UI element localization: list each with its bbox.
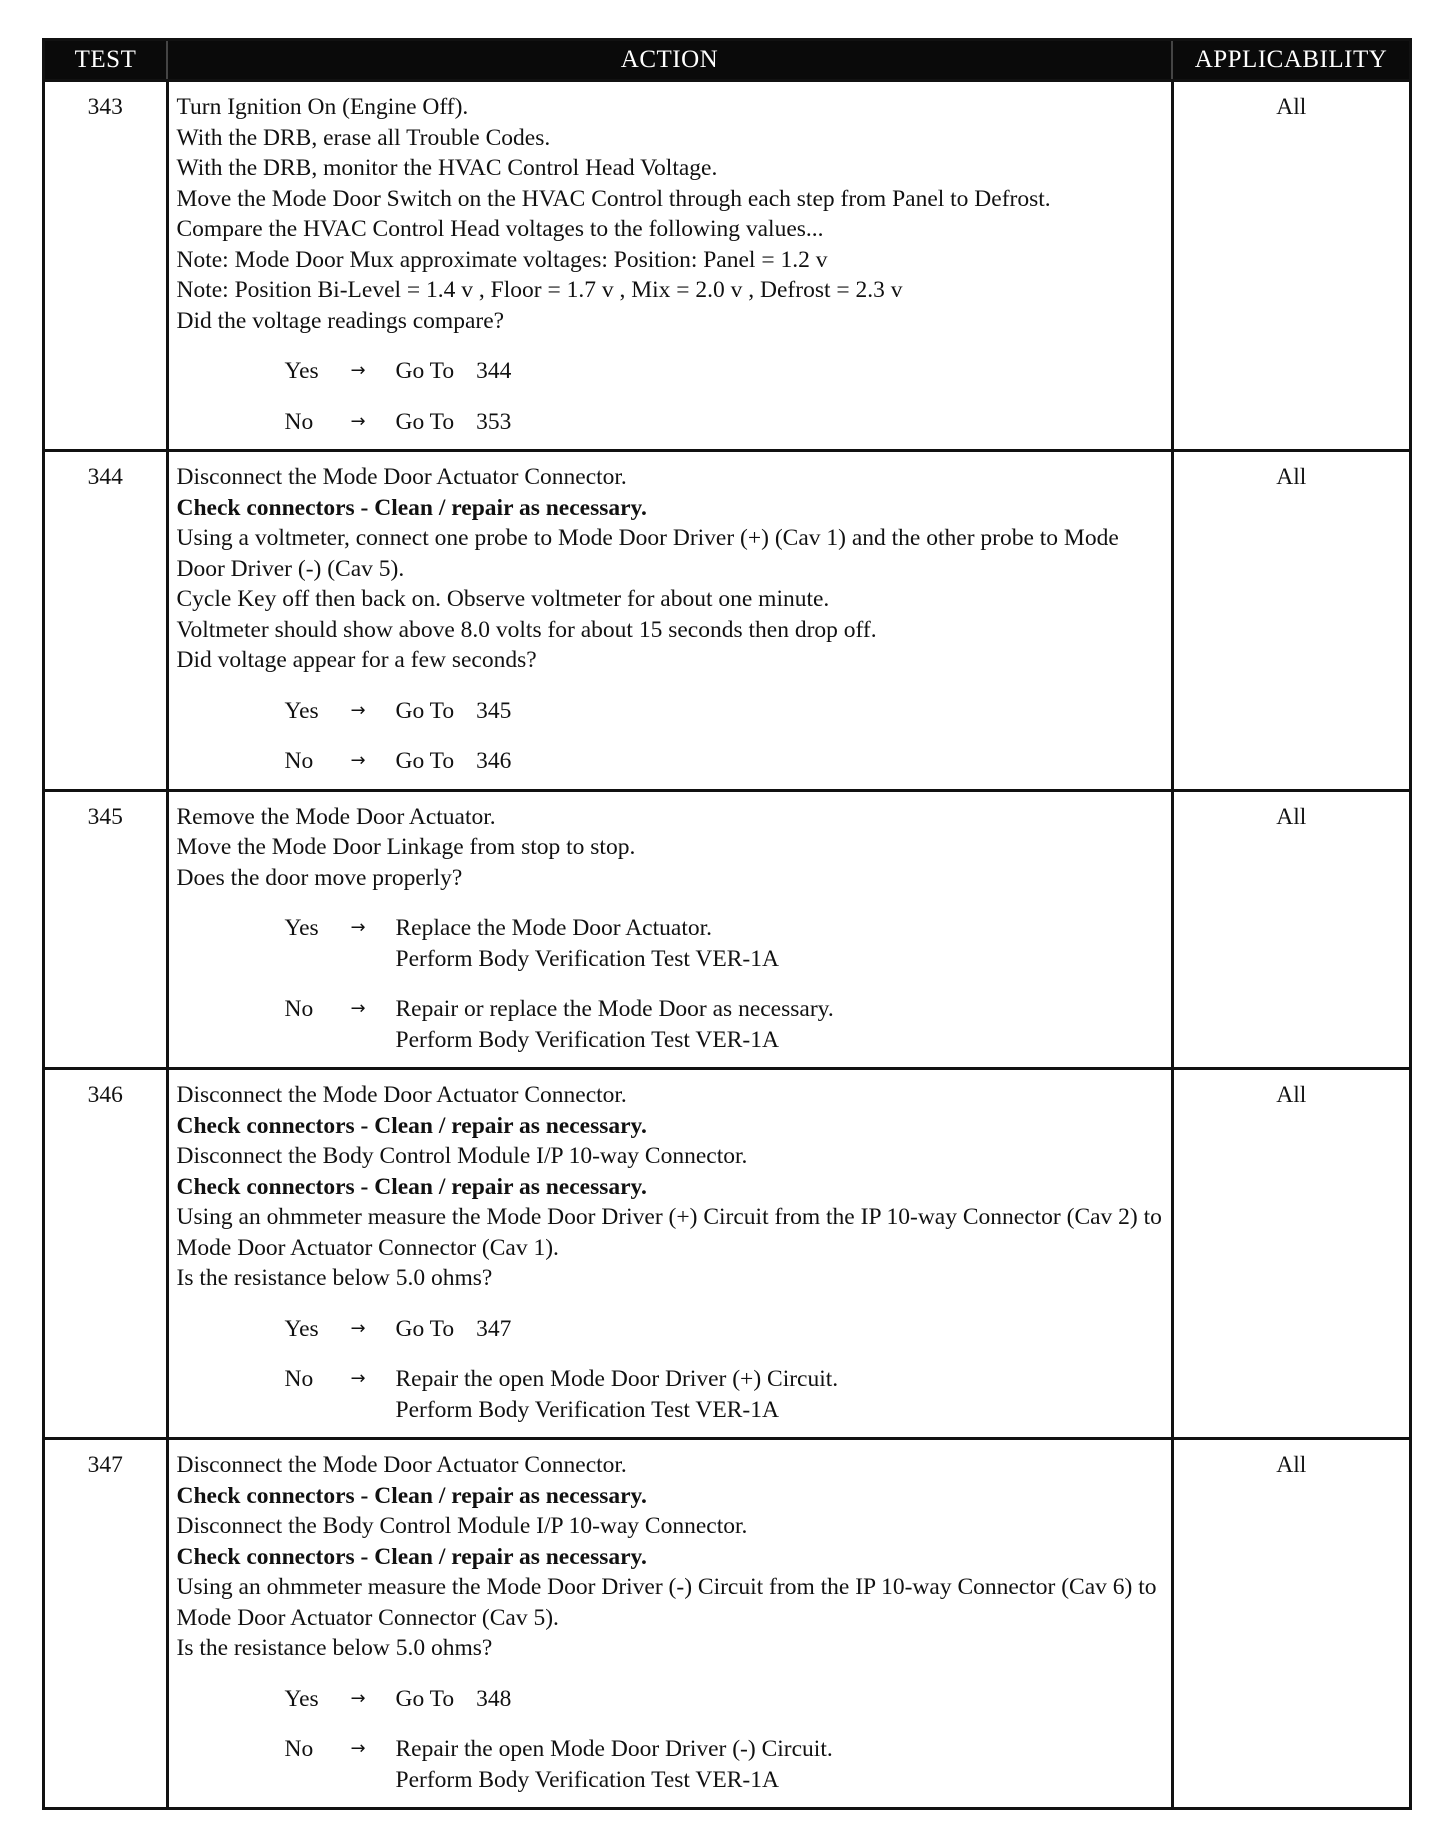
- arrow-right-icon: →: [350, 360, 366, 381]
- answer-label: No: [284, 996, 314, 1022]
- applicability-value: All: [1172, 451, 1409, 791]
- header-applicability: APPLICABILITY: [1172, 41, 1409, 81]
- action-cell: [167, 451, 1172, 791]
- header-action: ACTION: [167, 41, 1172, 81]
- arrow-right-icon: →: [350, 998, 366, 1019]
- test-number: 346: [45, 1069, 167, 1439]
- table-row: [45, 81, 1409, 451]
- applicability-value: All: [1172, 1069, 1409, 1439]
- test-number: 345: [45, 790, 167, 1069]
- action-step: Move the Mode Door Switch on the HVAC Control through each step from Panel to Defrost.: [176, 185, 1051, 212]
- arrow-right-icon: →: [350, 750, 366, 771]
- arrow-right-icon: →: [350, 1317, 366, 1339]
- result-branch-no: [285, 746, 1165, 777]
- action-step: Is the resistance below 5.0 ohms?: [176, 1265, 493, 1291]
- result-destination: [396, 1314, 1165, 1345]
- goto-label: Go To: [395, 408, 455, 435]
- table-header-row: [45, 41, 1409, 81]
- goto-test-link[interactable]: 345: [476, 697, 512, 724]
- answer-label: No: [284, 1736, 314, 1762]
- result-branch-yes: [285, 696, 1165, 727]
- action-step: Turn Ignition On (Engine Off).: [176, 94, 469, 120]
- action-cell: [167, 1439, 1172, 1808]
- goto-test-link[interactable]: 344: [476, 358, 512, 384]
- action-step: Disconnect the Mode Door Actuator Connector.: [176, 464, 627, 490]
- table-row: [45, 790, 1409, 1069]
- goto-test-link[interactable]: 348: [476, 1685, 512, 1712]
- test-number: 347: [45, 1439, 167, 1808]
- result-branches: [177, 1684, 1165, 1796]
- goto-label: Go To: [395, 1685, 455, 1712]
- result-branches: [177, 913, 1165, 1055]
- check-connectors-note: Check connectors - Clean / repair as necessary.: [176, 1543, 647, 1570]
- result-destination: [396, 1734, 1165, 1795]
- action-step: Disconnect the Body Control Module I/P 10-way Connector.: [176, 1143, 748, 1169]
- action-step: Remove the Mode Door Actuator.: [176, 803, 496, 830]
- action-step: With the DRB, monitor the HVAC Control Head Voltage.: [176, 155, 718, 181]
- action-step: Using a voltmeter, connect one probe to Mode Door Driver (+) (Cav 1) and the other probe to Mode Door Driver (-) (Cav 5).: [176, 525, 1119, 582]
- answer-label: Yes: [284, 1315, 319, 1342]
- table-row: [45, 1069, 1409, 1439]
- test-number: 343: [45, 81, 167, 451]
- action-step: Is the resistance below 5.0 ohms?: [176, 1635, 493, 1661]
- result-destination: [396, 356, 1165, 387]
- result-branches: [177, 356, 1165, 437]
- result-destination: [396, 696, 1165, 727]
- result-destination: [396, 407, 1165, 438]
- table-row: [45, 451, 1409, 791]
- table-body: [45, 81, 1409, 1808]
- action-step: Compare the HVAC Control Head voltages to the following values...: [176, 216, 824, 242]
- arrow-right-icon: →: [350, 917, 366, 938]
- arrow-right-icon: →: [350, 410, 366, 432]
- test-number: 344: [45, 451, 167, 791]
- header-test: TEST: [45, 41, 167, 81]
- action-step: Disconnect the Mode Door Actuator Connector.: [176, 1082, 627, 1108]
- result-action-line: Repair the open Mode Door Driver (+) Circuit.: [395, 1366, 839, 1392]
- procedure-table: [45, 41, 1409, 1807]
- result-branches: [177, 1314, 1165, 1426]
- applicability-value: All: [1172, 1439, 1409, 1808]
- action-step: Note: Mode Door Mux approximate voltages: Position: Panel = 1.2 v: [176, 246, 828, 273]
- result-destination: [396, 1364, 1165, 1425]
- action-step: Cycle Key off then back on. Observe voltmeter for about one minute.: [176, 586, 830, 612]
- result-branches: [177, 696, 1165, 777]
- result-destination: [396, 746, 1165, 777]
- action-step: Does the door move properly?: [176, 864, 463, 891]
- answer-label: Yes: [284, 358, 319, 384]
- answer-label: No: [284, 748, 314, 774]
- result-branch-yes: [285, 1684, 1165, 1715]
- check-connectors-note: Check connectors - Clean / repair as necessary.: [176, 1173, 647, 1200]
- action-cell: [167, 1069, 1172, 1439]
- action-step: Move the Mode Door Linkage from stop to stop.: [176, 834, 636, 860]
- result-action-line: Perform Body Verification Test VER-1A: [395, 1396, 779, 1423]
- action-step: Disconnect the Mode Door Actuator Connector.: [176, 1452, 627, 1478]
- goto-label: Go To: [395, 697, 455, 724]
- answer-label: Yes: [284, 1685, 319, 1712]
- answer-label: Yes: [284, 697, 319, 724]
- result-action-line: Perform Body Verification Test VER-1A: [395, 945, 779, 972]
- goto-label: Go To: [395, 358, 455, 384]
- answer-label: No: [284, 1366, 314, 1392]
- goto-test-link[interactable]: 347: [476, 1315, 512, 1342]
- arrow-right-icon: →: [350, 1368, 366, 1389]
- arrow-right-icon: →: [350, 1738, 366, 1759]
- result-branch-yes: [285, 913, 1165, 974]
- result-action-line: Repair the open Mode Door Driver (-) Circuit.: [395, 1736, 833, 1762]
- check-connectors-note: Check connectors - Clean / repair as necessary.: [176, 1482, 647, 1509]
- result-branch-no: [285, 1734, 1165, 1795]
- goto-test-link[interactable]: 346: [476, 748, 512, 774]
- result-destination: [396, 1684, 1165, 1715]
- result-branch-yes: [285, 356, 1165, 387]
- answer-label: Yes: [284, 915, 319, 941]
- check-connectors-note: Check connectors - Clean / repair as necessary.: [176, 1112, 647, 1139]
- action-step: Using an ohmmeter measure the Mode Door Driver (+) Circuit from the IP 10-way Connector (Cav 2) to Mode Door Actuator Connector (Cav 1).: [176, 1204, 1162, 1261]
- action-step: Using an ohmmeter measure the Mode Door Driver (-) Circuit from the IP 10-way Connector (Cav 6) to Mode Door Actuator Connector (Cav 5).: [176, 1574, 1157, 1631]
- arrow-right-icon: →: [350, 1687, 366, 1709]
- action-step: Did voltage appear for a few seconds?: [176, 647, 537, 673]
- action-step: Voltmeter should show above 8.0 volts for about 15 seconds then drop off.: [176, 616, 877, 643]
- goto-label: Go To: [395, 1315, 455, 1342]
- result-branch-no: [285, 1364, 1165, 1425]
- action-step: Did the voltage readings compare?: [176, 307, 505, 334]
- diagnostic-procedure-table: [42, 38, 1412, 1810]
- applicability-value: All: [1172, 81, 1409, 451]
- result-branch-yes: [285, 1314, 1165, 1345]
- action-step: With the DRB, erase all Trouble Codes.: [176, 124, 551, 151]
- action-cell: [167, 790, 1172, 1069]
- action-step: Note: Position Bi-Level = 1.4 v , Floor = 1.7 v , Mix = 2.0 v , Defrost = 2.3 v: [176, 277, 903, 303]
- result-branch-no: [285, 994, 1165, 1055]
- answer-label: No: [284, 408, 314, 435]
- result-branch-no: [285, 407, 1165, 438]
- result-destination: [396, 913, 1165, 974]
- result-destination: [396, 994, 1165, 1055]
- arrow-right-icon: →: [350, 699, 366, 721]
- action-step: Disconnect the Body Control Module I/P 10-way Connector.: [176, 1513, 748, 1539]
- goto-label: Go To: [395, 748, 455, 774]
- result-action-line: Repair or replace the Mode Door as necessary.: [395, 996, 834, 1022]
- result-action-line: Perform Body Verification Test VER-1A: [395, 1026, 779, 1053]
- result-action-line: Perform Body Verification Test VER-1A: [395, 1766, 779, 1793]
- table-row: [45, 1439, 1409, 1808]
- applicability-value: All: [1172, 790, 1409, 1069]
- check-connectors-note: Check connectors - Clean / repair as necessary.: [176, 494, 647, 521]
- result-action-line: Replace the Mode Door Actuator.: [395, 915, 713, 941]
- action-cell: [167, 81, 1172, 451]
- goto-test-link[interactable]: 353: [476, 408, 512, 435]
